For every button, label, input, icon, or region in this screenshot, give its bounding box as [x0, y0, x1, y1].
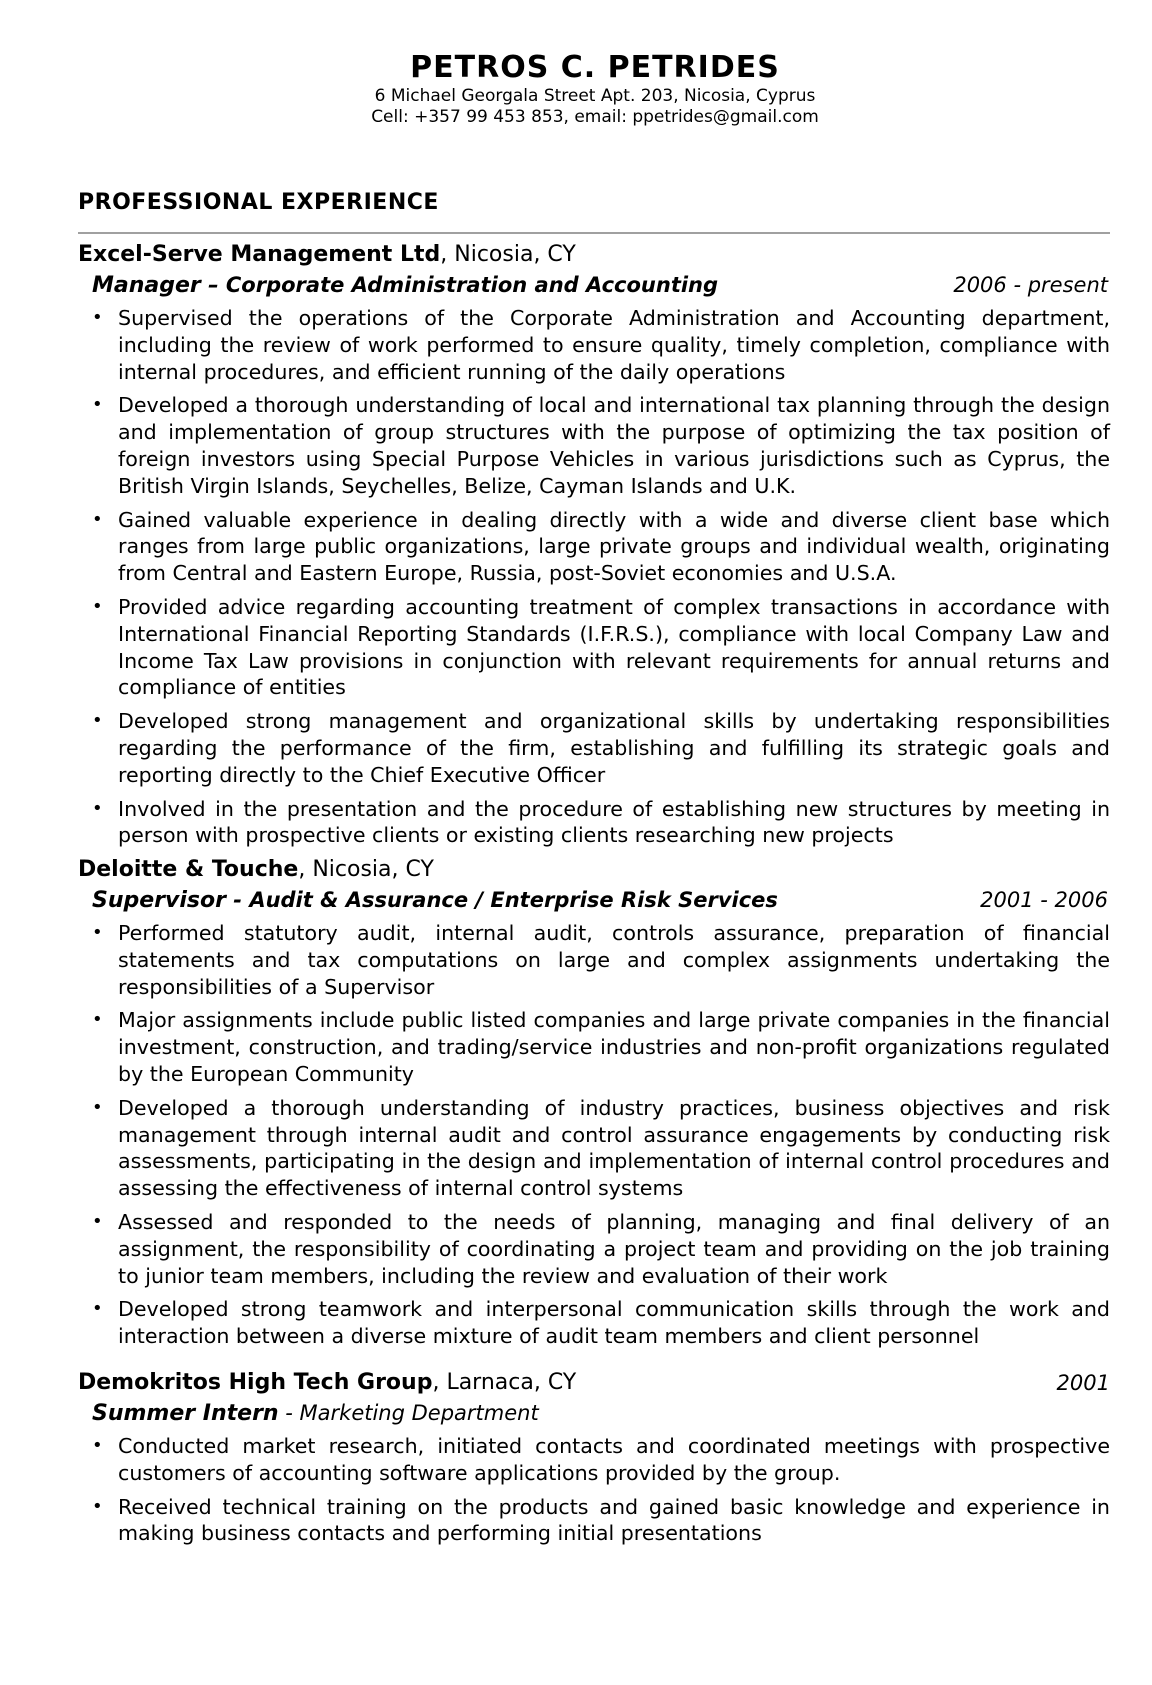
job-entry-deloitte: [78, 855, 1110, 1357]
company-name: Deloitte & Touche: [78, 857, 299, 882]
bullet-item: • Assessed and responded to the needs of planning, managing and final delivery of an assignment, the responsibility of coordinating a project team and providing on the job training to junior team members, including the review and evaluation of their work: [78, 1209, 1110, 1289]
bullet-item: • Conducted market research, initiated contacts and coordinated meetings with prospective customers of accounting software applications provided by the group.: [78, 1433, 1110, 1487]
job-dates: 2006 - present: [953, 273, 1108, 297]
company-location: , Nicosia, CY: [298, 857, 434, 882]
bullet-item: • Developed strong teamwork and interpersonal communication skills through the work and interaction between a diverse mixture of audit team members and client personnel: [78, 1296, 1110, 1350]
bullet-item: • Developed strong management and organizational skills by undertaking responsibilities regarding the performance of the firm, establishing and fulfilling its strategic goals and reporting directly to the Chief Executive Officer: [78, 708, 1110, 788]
company-line: [78, 1368, 1110, 1398]
bullet-item: • Supervised the operations of the Corporate Administration and Accounting department, including the review of work performed to ensure quality, timely completion, compliance with internal procedures, and efficient running of the daily operations: [78, 305, 1110, 385]
section-title: PROFESSIONAL EXPERIENCE: [78, 190, 439, 215]
job-bullets: [78, 305, 1110, 849]
title-separator: –: [200, 273, 226, 297]
contact-line: Cell: +357 99 453 853, email: ppetrides@gmail.com: [371, 107, 819, 127]
bullet-item: • Developed a thorough understanding of local and international tax planning through the design and implementation of group structures with the purpose of optimizing the tax position of foreign investors using Special Purpose Vehicles in various jurisdictions such as Cyprus, the British Virgin Islands, Seychelles, Belize, Cayman Islands and U.K.: [78, 392, 1110, 499]
job-entry-demokritos: [78, 1368, 1110, 1554]
bullet-item: • Major assignments include public listed companies and large private companies in the financial investment, construction, and trading/service industries and non-profit organizations regulated by the European Community: [78, 1007, 1110, 1087]
bullet-item: • Received technical training on the products and gained basic knowledge and experience in making business contacts and performing initial presentations: [78, 1494, 1110, 1548]
candidate-name: PETROS C. PETRIDES: [410, 50, 780, 85]
job-department: Audit & Assurance / Enterprise Risk Services: [249, 888, 778, 912]
job-bullets: [78, 920, 1110, 1350]
job-bullets: [78, 1433, 1110, 1547]
job-department: Corporate Administration and Accounting: [225, 273, 719, 297]
bullet-item: • Performed statutory audit, internal audit, controls assurance, preparation of financial statements and tax computations on large and complex assignments undertaking the responsibilities of a Supervisor: [78, 920, 1110, 1000]
job-entry-excel-serve: [78, 240, 1110, 856]
company-location: , Larnaca, CY: [432, 1370, 577, 1395]
resume-header: [0, 50, 1152, 128]
bullet-item: • Developed a thorough understanding of industry practices, business objectives and risk management through internal audit and control assurance engagements by conducting risk assessments, participating in the design and implementation of internal control procedures and assessing the effectiveness of internal control systems: [78, 1095, 1110, 1202]
company-location: , Nicosia, CY: [440, 242, 576, 267]
job-dates: 2001 - 2006: [980, 888, 1108, 912]
job-title: Summer Intern: [92, 1401, 279, 1426]
job-dates: 2001: [1056, 1371, 1110, 1395]
position-line: [92, 1398, 1110, 1429]
job-title: Supervisor: [92, 888, 226, 913]
section-divider: [78, 232, 1110, 234]
company-name: Excel-Serve Management Ltd: [78, 242, 441, 267]
title-separator: -: [278, 1401, 300, 1425]
company-line: [78, 240, 1110, 270]
bullet-item: • Involved in the presentation and the procedure of establishing new structures by meeting in person with prospective clients or existing clients researching new projects: [78, 796, 1110, 850]
job-department: Marketing Department: [299, 1401, 539, 1425]
address-line: 6 Michael Georgala Street Apt. 203, Nicosia, Cyprus: [374, 86, 816, 106]
position-line: [92, 885, 1110, 916]
company-name: Demokritos High Tech Group: [78, 1370, 433, 1395]
position-line: [92, 270, 1110, 301]
job-title: Manager: [92, 273, 201, 298]
bullet-item: • Gained valuable experience in dealing directly with a wide and diverse client base which ranges from large public organizations, large private groups and individual wealth, originating from Central and Eastern Europe, Russia, post-Soviet economies and U.S.A.: [78, 507, 1110, 587]
company-line: [78, 855, 1110, 885]
bullet-item: • Provided advice regarding accounting treatment of complex transactions in accordance with International Financial Reporting Standards (I.F.R.S.), compliance with local Company Law and Income Tax Law provisions in conjunction with relevant requirements for annual returns and compliance of entities: [78, 594, 1110, 701]
title-separator: -: [225, 888, 250, 912]
